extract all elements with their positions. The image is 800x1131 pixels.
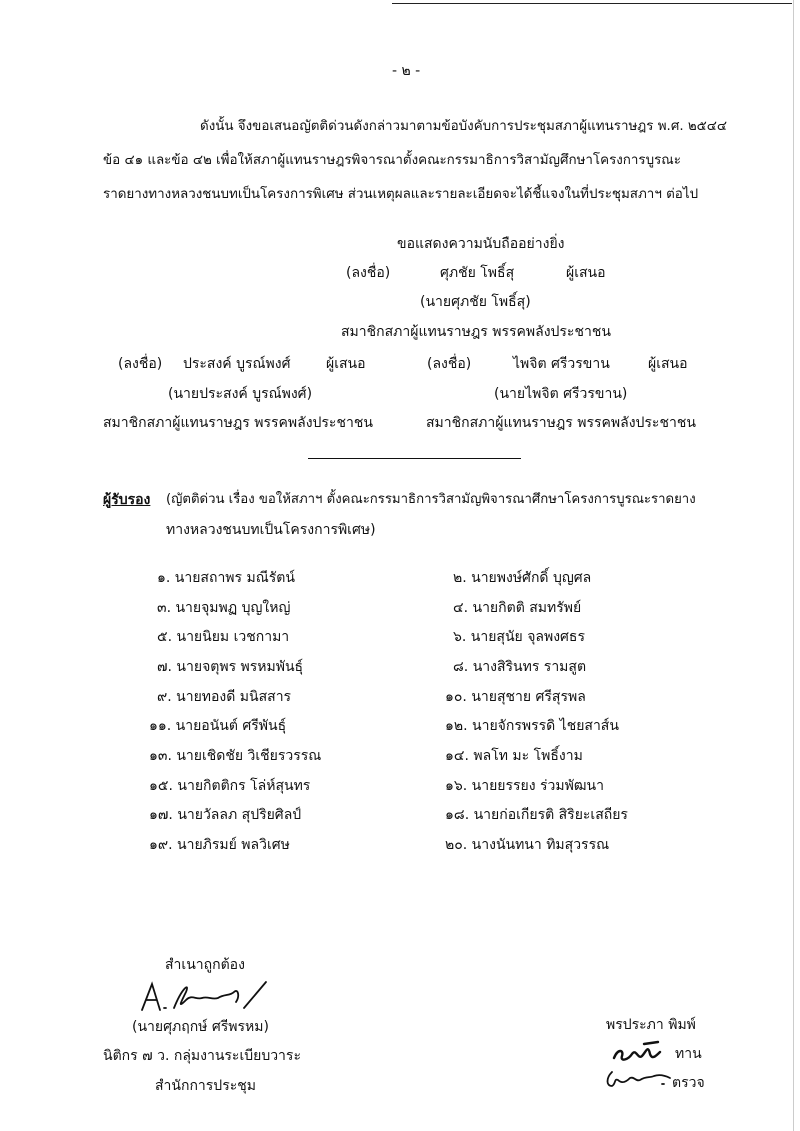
page-edge-line (793, 0, 794, 1131)
endorser-item: ๑๓. นายเชิดชัย วิเชียรวรรณ (149, 748, 322, 764)
certified-copy-label: สำเนาถูกต้อง (165, 957, 245, 973)
endorser-item: ๑๐. นายสุชาย ศรีสุรพล (445, 689, 586, 705)
endorser-item: ๑๖. นายยรรยง ร่วมพัฒนา (445, 778, 604, 794)
endorsers-subject-line-1: (ญัตติด่วน เรื่อง ขอให้สภาฯ ตั้งคณะกรรมาธิการวิสามัญพิจารณาศึกษาโครงการบูรณะราดยาง (166, 492, 696, 507)
main-signer-role: ผู้เสนอ (566, 265, 606, 281)
top-border-line (392, 3, 792, 4)
endorser-item: ๘. นางสิรินทร รามสูต (453, 659, 587, 675)
left-signer-name: ประสงค์ บูรณ์พงศ์ (183, 356, 291, 372)
certifier-position: นิติกร ๗ ว. กลุ่มงานระเบียบวาระ (103, 1048, 301, 1064)
closing-text: ขอแสดงความนับถืออย่างยิ่ง (397, 236, 565, 252)
certifier-office: สำนักการประชุม (155, 1078, 256, 1094)
main-sign-label: (ลงชื่อ) (346, 265, 391, 281)
main-signer-position: สมาชิกสภาผู้แทนราษฎร พรรคพลังประชาชน (341, 324, 611, 340)
left-signer-full-name: (นายประสงค์ บูรณ์พงศ์) (168, 386, 313, 402)
body-line-3: ราดยางทางหลวงชนบทเป็นโครงการพิเศษ ส่วนเหตุผลและรายละเอียดจะได้ชี้แจงในที่ประชุมสภาฯ ต่อไป (103, 187, 699, 202)
endorser-item: ๒๐. นางนันทนา ทิมสุวรรณ (445, 837, 610, 853)
endorser-item: ๓. นายจุมพฏ บุญใหญ่ (157, 600, 291, 616)
left-signer-position: สมาชิกสภาผู้แทนราษฎร พรรคพลังประชาชน (103, 415, 373, 431)
page-number: - ๒ - (392, 63, 421, 79)
typist-label: พรประภา พิมพ์ (606, 1017, 696, 1033)
right-signer-full-name: (นายไพจิต ศรีวรขาน) (494, 386, 628, 402)
checker-initials (604, 1066, 680, 1092)
endorser-item: ๑๔. พลโท มะ โพธิ์งาม (445, 748, 583, 764)
endorser-item: ๕. นายนิยม เวชกามา (157, 629, 290, 645)
right-signer-position: สมาชิกสภาผู้แทนราษฎร พรรคพลังประชาชน (426, 415, 696, 431)
certifier-signature (140, 978, 270, 1016)
left-signer-role: ผู้เสนอ (326, 356, 366, 372)
body-line-1: ดังนั้น จึงขอเสนอญัตติด่วนดังกล่าวมาตามข้อบังคับการประชุมสภาผู้แทนราษฎร พ.ศ. ๒๕๔๔ (200, 119, 728, 134)
endorser-item: ๑. นายสถาพร มณีรัตน์ (157, 570, 295, 586)
left-sign-label: (ลงชื่อ) (118, 356, 163, 372)
endorser-item: ๑๙. นายภิรมย์ พลวิเศษ (149, 837, 290, 853)
main-signer-full-name: (นายศุภชัย โพธิ์สุ) (420, 294, 531, 310)
endorser-item: ๔. นายกิตติ สมทรัพย์ (453, 600, 582, 616)
endorser-item: ๗. นายจตุพร พรหมพันธุ์ (157, 659, 304, 675)
endorsers-label: ผู้รับรอง (103, 492, 151, 508)
reviewer-word: ทาน (675, 1046, 702, 1062)
checker-word: ตรวจ (672, 1075, 705, 1091)
right-signer-role: ผู้เสนอ (648, 356, 688, 372)
section-divider (308, 458, 521, 459)
main-signer-name: ศุภชัย โพธิ์สุ (440, 265, 515, 281)
certifier-name: (นายศุภฤกษ์ ศรีพรหม) (132, 1019, 269, 1035)
reviewer-initials (610, 1038, 668, 1066)
body-line-2: ข้อ ๔๑ และข้อ ๔๒ เพื่อให้สภาผู้แทนราษฎรพิจารณาตั้งคณะกรรมาธิการวิสามัญศึกษาโครงการบูรณะ (103, 153, 681, 168)
endorser-item: ๑๕. นายกิตติกร โล่ห์สุนทร (149, 778, 311, 794)
endorser-item: ๑๑. นายอนันต์ ศรีพันธุ์ (149, 718, 287, 734)
endorser-item: ๑๗. นายวัลลภ สุปริยศิลป์ (149, 807, 302, 823)
endorser-item: ๙. นายทองดี มนิสสาร (157, 689, 292, 705)
endorser-item: ๖. นายสุนัย จุลพงศธร (453, 629, 585, 645)
right-sign-label: (ลงชื่อ) (427, 356, 472, 372)
right-signer-name: ไพจิต ศรีวรขาน (513, 356, 610, 372)
endorser-item: ๑๘. นายก่อเกียรติ สิริยะเสถียร (445, 807, 628, 823)
endorser-item: ๒. นายพงษ์ศักดิ์ บุญศล (453, 570, 592, 586)
endorser-item: ๑๒. นายจักรพรรดิ ไชยสาส์น (445, 718, 619, 734)
endorsers-subject-line-2: ทางหลวงชนบทเป็นโครงการพิเศษ) (166, 522, 376, 538)
